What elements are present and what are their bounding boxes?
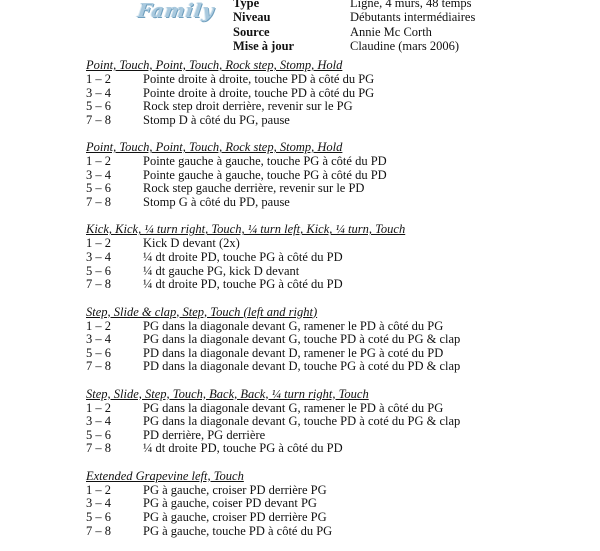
section-title: Point, Touch, Point, Touch, Rock step, Stomp, Hold: [86, 140, 343, 155]
step-description: PG dans la diagonale devant G, touche PD à coté du PG & clap: [143, 332, 461, 347]
step-count: 5 – 6: [86, 99, 111, 114]
step-count: 5 – 6: [86, 345, 111, 360]
family-logo: Family: [136, 0, 216, 22]
step-description: PG dans la diagonale devant G, touche PD à coté du PG & clap: [143, 414, 461, 429]
step-description: Pointe droite à droite, touche PD à côté du PG: [143, 72, 375, 86]
meta-value: Annie Mc Corth: [350, 24, 432, 39]
step-description: Pointe droite à droite, touche PD à côté du PG: [143, 85, 375, 100]
section-3: [86, 222, 586, 291]
step-count: 3 – 4: [86, 167, 111, 182]
step-description: Rock step gauche derrière, revenir sur le PD: [143, 181, 365, 196]
step-row: [86, 497, 586, 511]
step-count: 7 – 8: [86, 277, 111, 292]
section-title: Point, Touch, Point, Touch, Rock step, Stomp, Hold: [86, 58, 343, 72]
step-count: 7 – 8: [86, 441, 111, 456]
step-description: ¼ dt gauche PG, kick D devant: [143, 263, 300, 278]
section-4: [86, 305, 586, 374]
step-count: 5 – 6: [86, 263, 111, 278]
step-row: [86, 87, 586, 101]
step-count: 7 – 8: [86, 194, 111, 209]
step-row: [86, 429, 586, 443]
step-description: PD derrière, PG derrière: [143, 427, 266, 442]
meta-value: Débutants intermédiaires: [350, 10, 476, 25]
step-count: 1 – 2: [86, 236, 111, 251]
step-row: [86, 484, 586, 498]
step-count: 1 – 2: [86, 72, 111, 86]
step-row: [86, 525, 586, 539]
step-description: PG dans la diagonale devant G, ramener le PD à côté du PG: [143, 318, 444, 333]
step-description: ¼ dt droite PD, touche PG à côté du PD: [143, 441, 343, 456]
step-row: [86, 265, 586, 279]
step-description: PG à gauche, touche PD à côté du PG: [143, 523, 333, 538]
meta-key: Type: [233, 0, 260, 10]
meta-key: Mise à jour: [233, 39, 295, 54]
step-count: 1 – 2: [86, 482, 111, 497]
step-row: [86, 182, 586, 196]
step-description: PG à gauche, croiser PD derrière PG: [143, 510, 327, 525]
step-row: [86, 100, 586, 114]
step-row: [86, 360, 586, 374]
section-title: Step, Slide, Step, Touch, Back, Back, ¼ turn right, Touch: [86, 386, 369, 401]
step-row: [86, 155, 586, 169]
step-count: 7 – 8: [86, 112, 111, 127]
step-description: PG à gauche, coiser PD devant PG: [143, 496, 317, 511]
section-1: [86, 58, 586, 127]
step-count: 7 – 8: [86, 523, 111, 538]
step-count: 5 – 6: [86, 181, 111, 196]
section-title: Kick, Kick, ¼ turn right, Touch, ¼ turn left, Kick, ¼ turn, Touch: [86, 222, 406, 237]
step-count: 3 – 4: [86, 414, 111, 429]
section-6: [86, 469, 586, 538]
step-count: 5 – 6: [86, 510, 111, 525]
step-row: [86, 73, 586, 87]
meta-key: Source: [233, 24, 270, 39]
step-count: 3 – 4: [86, 332, 111, 347]
step-count: 3 – 4: [86, 249, 111, 264]
step-row: [86, 196, 586, 210]
step-description: PD dans la diagonale devant D, ramener le PG à coté du PD: [143, 345, 444, 360]
step-row: [86, 402, 586, 416]
step-description: ¼ dt droite PD, touche PG à côté du PD: [143, 249, 343, 264]
step-row: [86, 169, 586, 183]
step-row: [86, 347, 586, 361]
step-row: [86, 320, 586, 334]
step-description: Rock step droit derrière, revenir sur le PG: [143, 99, 353, 114]
step-row: [86, 114, 586, 128]
step-count: 3 – 4: [86, 85, 111, 100]
step-row: [86, 333, 586, 347]
step-description: Pointe gauche à gauche, touche PG à côté du PD: [143, 167, 387, 182]
step-count: 3 – 4: [86, 496, 111, 511]
step-row: [86, 278, 586, 292]
step-description: PD dans la diagonale devant D, touche PG à coté du PD & clap: [143, 359, 461, 374]
step-count: 1 – 2: [86, 400, 111, 415]
meta-row-level: [233, 10, 475, 24]
step-row: [86, 511, 586, 525]
section-2: [86, 140, 586, 209]
step-description: Stomp D à côté du PG, pause: [143, 112, 290, 127]
step-count: 7 – 8: [86, 359, 111, 374]
section-title: Step, Slide & clap, Step, Touch (left and right): [86, 304, 318, 319]
meta-key: Niveau: [233, 10, 271, 25]
step-description: PG dans la diagonale devant G, ramener le PD à côté du PG: [143, 400, 444, 415]
meta-row-update: [233, 39, 475, 53]
meta-value: Ligne, 4 murs, 48 temps: [350, 0, 472, 10]
step-count: 5 – 6: [86, 427, 111, 442]
step-description: Kick D devant (2x): [143, 236, 240, 251]
step-description: Pointe gauche à gauche, touche PG à côté du PD: [143, 154, 387, 169]
step-sheet: [86, 58, 586, 551]
step-description: ¼ dt droite PD, touche PG à côté du PD: [143, 277, 343, 292]
step-row: [86, 251, 586, 265]
meta-value: Claudine (mars 2006): [350, 39, 460, 54]
step-description: PG à gauche, croiser PD derrière PG: [143, 482, 327, 497]
step-description: Stomp G à côté du PD, pause: [143, 194, 290, 209]
step-count: 1 – 2: [86, 154, 111, 169]
step-row: [86, 237, 586, 251]
meta-row-source: [233, 25, 475, 39]
dance-metadata: [233, 0, 475, 54]
section-5: [86, 387, 586, 456]
meta-row-type: [233, 0, 475, 10]
step-row: [86, 415, 586, 429]
step-count: 1 – 2: [86, 318, 111, 333]
section-title: Extended Grapevine left, Touch: [86, 468, 244, 483]
step-row: [86, 442, 586, 456]
